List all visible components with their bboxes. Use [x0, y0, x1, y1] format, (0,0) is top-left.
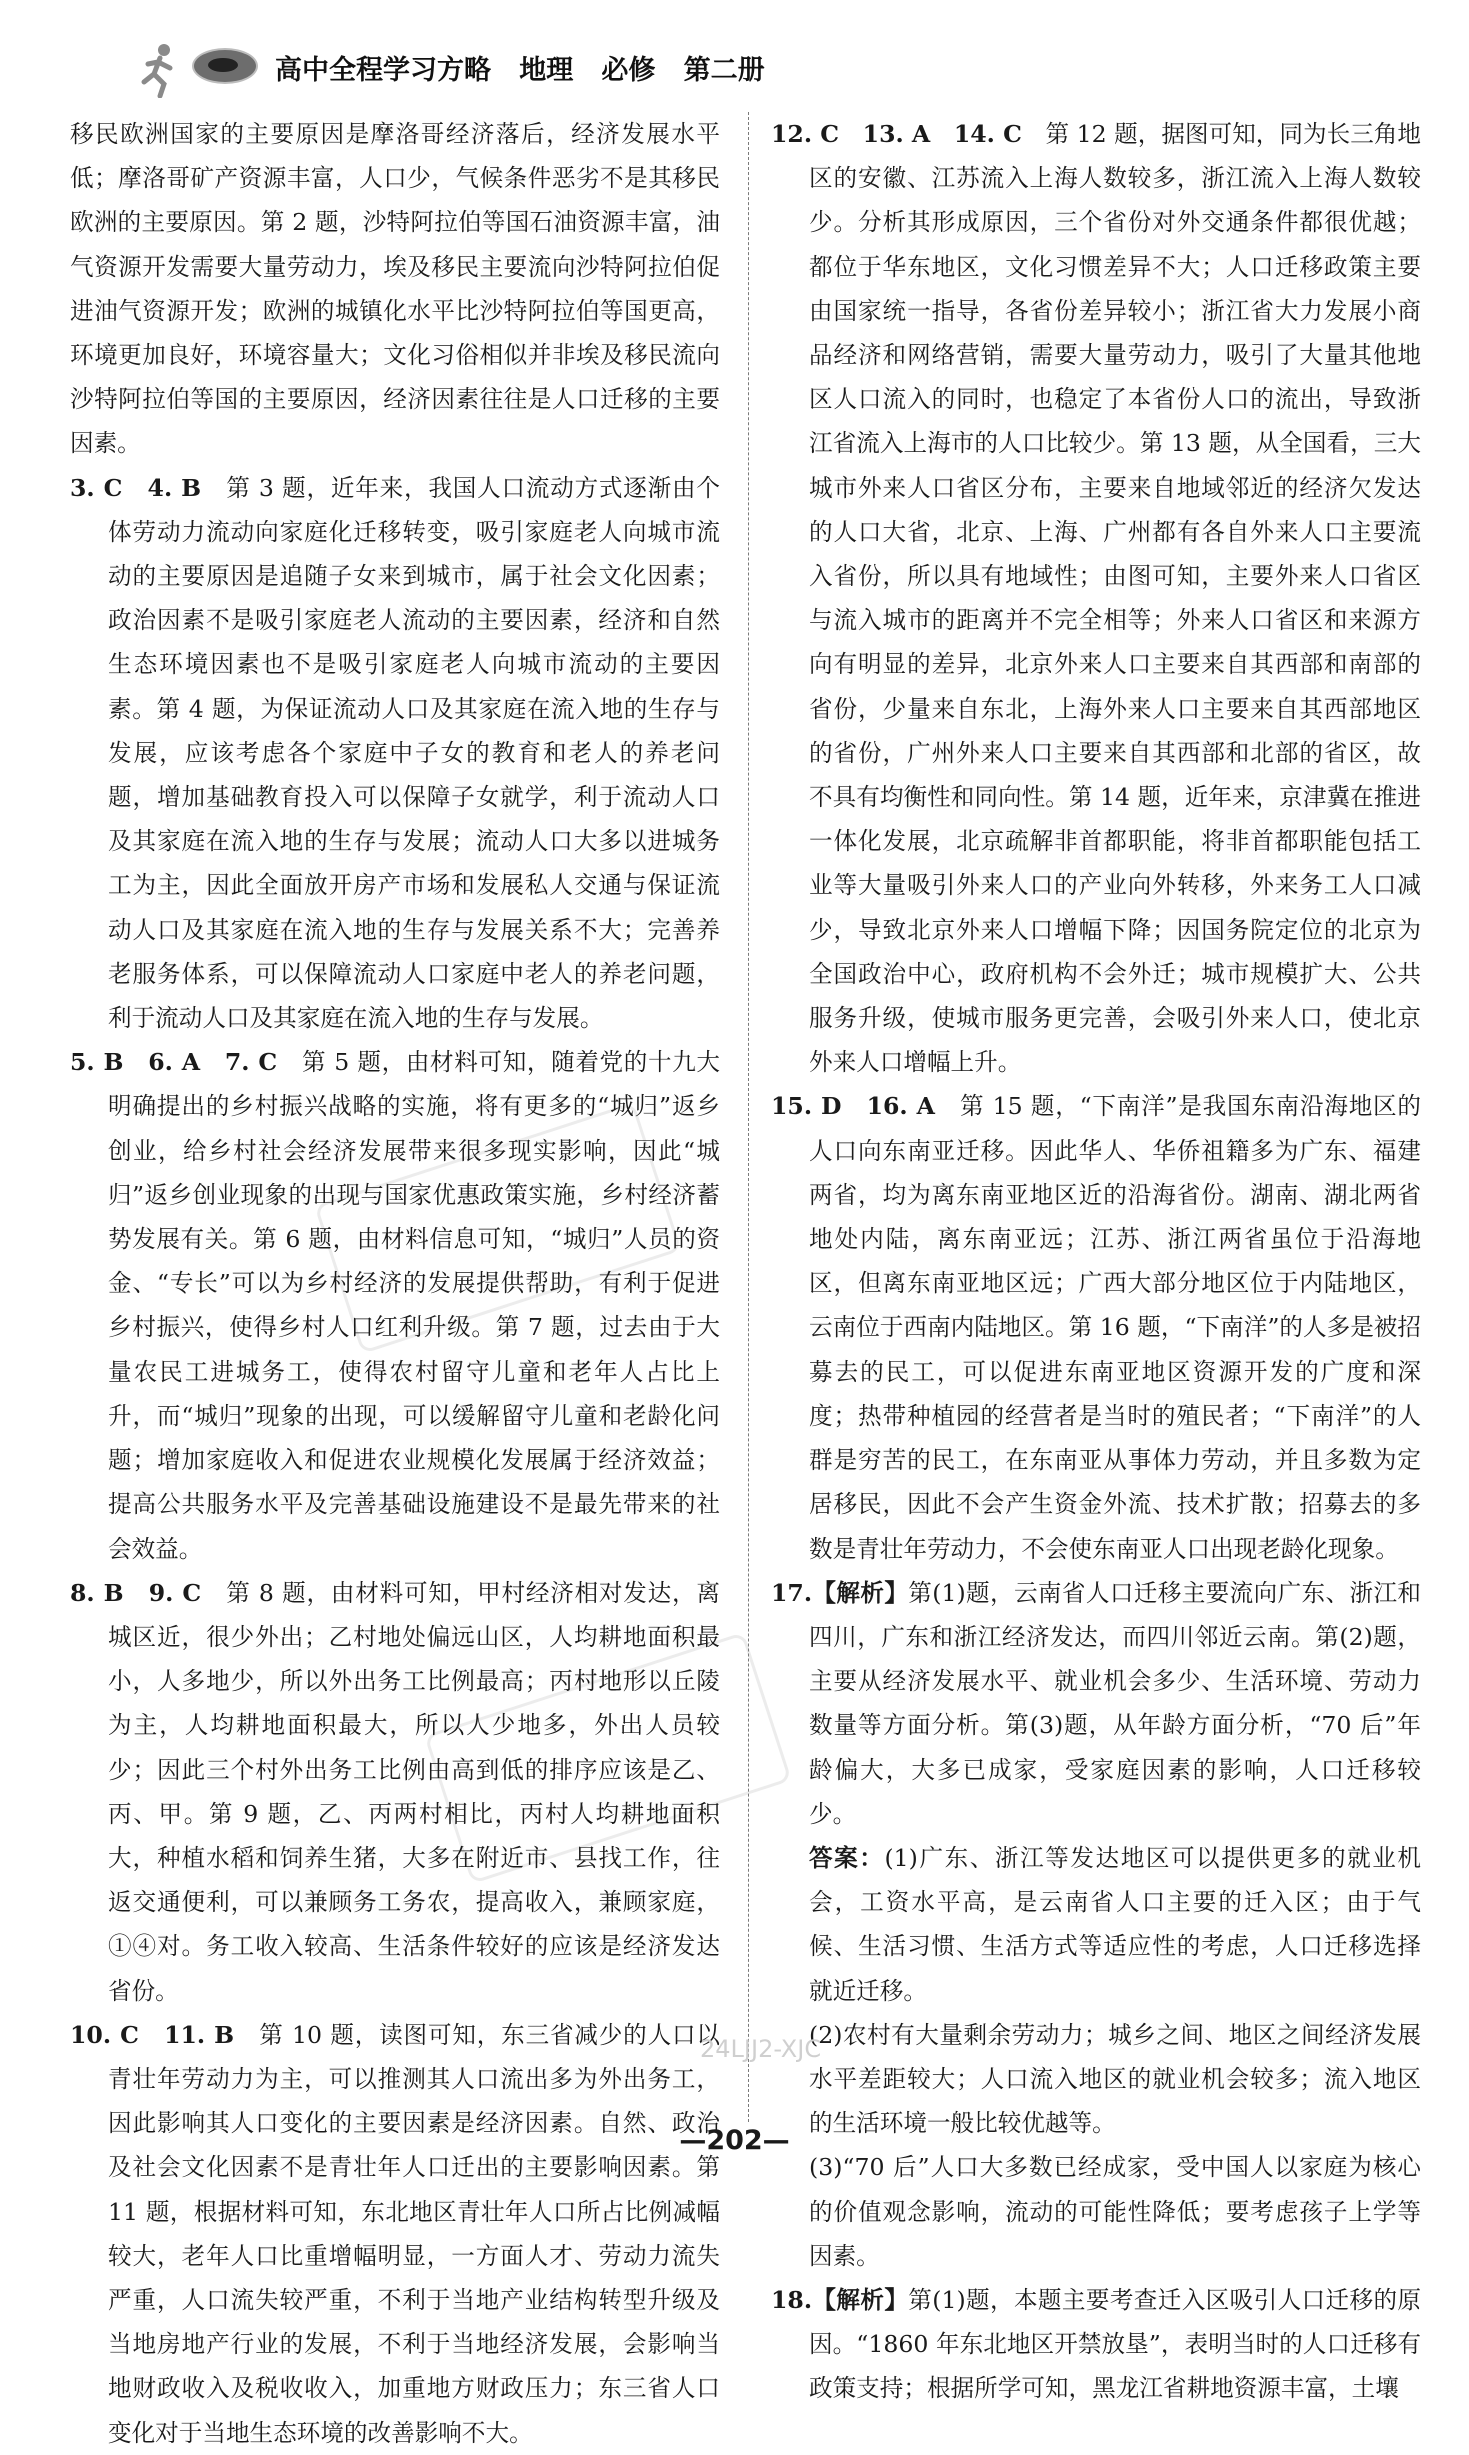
- right-column: [771, 112, 1421, 2411]
- explanation-text: 第 5 题，由材料可知，随着党的十九大明确提出的乡村振兴战略的实施，将有更多的“城归”返乡创业，给乡村社会经济发展带来很多现实影响，因此“城归”返乡创业现象的出现与国家优惠政策实施，乡村经济蓄势发展有关。第 6 题，由材料信息可知，“城归”人员的资金、“专长”可以为乡村经济的发展提供帮助，有利于促进乡村振兴，使得乡村人口红利升级。第 7 题，过去由于大量农民工进城务工，使得农村留守儿童和老年人占比上升，而“城归”现象的出现，可以缓解留守儿童和老龄化问题；增加家庭收入和促进农业规模化发展属于经济效益；提高公共服务水平及完善基础设施建设不是最先带来的社会效益。: [108, 1048, 721, 1563]
- answer-item: [771, 1084, 1421, 1570]
- answer-text: (1)广东、浙江等发达地区可以提供更多的就业机会，工资水平高，是云南省人口主要的迁入区；由于气候、生活习惯、生活方式等适应性的考虑，人口迁移选择就近迁移。: [809, 1843, 1421, 2005]
- question-numbers: 12. C 13. A 14. C: [771, 120, 1022, 148]
- explanation-text: 第 8 题，由材料可知，甲村经济相对发达，离城区近，很少外出；乙村地处偏远山区，人均耕地面积最小，人多地少，所以外出务工比例最高；丙村地形以丘陵为主，人均耕地面积最大，所以人少地多，外出人员较少；因此三个村外出务工比例由高到低的排序应该是乙、丙、甲。第 9 题，乙、丙两村相比，丙村人均耕地面积大，种植水稻和饲养生猪，大多在附近市、县找工作，往返交通便利，可以兼顾务工务农，提高收入，兼顾家庭，①④对。务工收入较高、生活条件较好的应该是经济发达省份。: [108, 1578, 720, 2005]
- answer-block: [771, 1836, 1421, 2013]
- explanation-text: 第 3 题，近年来，我国人口流动方式逐渐由个体劳动力流动向家庭化迁移转变，吸引家庭老人向城市流动的主要原因是追随子女来到城市，属于社会文化因素；政治因素不是吸引家庭老人流动的主要因素，经济和自然生态环境因素也不是吸引家庭老人向城市流动的主要因素。第 4 题，为保证流动人口及其家庭在流入地的生存与发展，应该考虑各个家庭中子女的教育和老人的养老问题，增加基础教育投入可以保障子女就学，利于流动人口及其家庭在流入地的生存与发展；流动人口大多以进城务工为主，因此全面放开房产市场和发展私人交通与保证流动人口及其家庭在流入地的生存与发展关系不大；完善养老服务体系，可以保障流动人口家庭中老人的养老问题，利于流动人口及其家庭在流入地的生存与发展。: [108, 473, 720, 1033]
- runner-icon: [130, 42, 186, 98]
- publisher-logo: [192, 48, 258, 84]
- answer-item: 移民欧洲国家的主要原因是摩洛哥经济落后，经济发展水平低；摩洛哥矿产资源丰富，人口少，气候条件恶劣不是其移民欧洲的主要原因。第 2 题，沙特阿拉伯等国石油资源丰富，油气资源开发需要大量劳动力，埃及移民主要流向沙特阿拉伯促进油气资源开发；欧洲的城镇化水平比沙特阿拉伯等国更高，环境更加良好，环境容量大；文化习俗相似并非埃及移民流向沙特阿拉伯等国的主要原因，经济因素往往是人口迁移的主要因素。: [70, 120, 720, 458]
- explanation-text: 第(1)题，云南省人口迁移主要流向广东、浙江和四川，广东和浙江经济发达，而四川邻近云南。第(2)题，主要从经济发展水平、就业机会多少、生活环境、劳动力数量等方面分析。第(3)题，从年龄方面分析，“70 后”年龄偏大，大多已成家，受家庭因素的影响，人口迁移较少。: [809, 1578, 1422, 1828]
- explanation-text: 第(1)题，本题主要考查迁入区吸引人口迁移的原因。“1860 年东北地区开禁放垦”，表明当时的人口迁移有政策支持；根据所学可知，黑龙江省耕地资源丰富，土壤: [809, 2285, 1422, 2403]
- explanation-text: 第 15 题，“下南洋”是我国东南沿海地区的人口向东南亚迁移。因此华人、华侨祖籍多为广东、福建两省，均为离东南亚地区近的沿海省份。湖南、湖北两省地处内陆，离东南亚远；江苏、浙江两省虽位于沿海地区，但离东南亚地区远；广西大部分地区位于内陆地区，云南位于西南内陆地区。第 16 题，“下南洋”的人多是被招募去的民工，可以促进东南亚地区资源开发的广度和深度；热带种植园的经营者是当时的殖民者；“下南洋”的人群是穷苦的民工，在东南亚从事体力劳动，并且多数为定居移民，因此不会产生资金外流、技术扩散；招募去的多数是青壮年劳动力，不会使东南亚人口出现老龄化现象。: [809, 1092, 1421, 1563]
- page-header: [130, 42, 1370, 86]
- question-numbers: 17.【解析】: [771, 1578, 909, 1607]
- page-number: —202—: [679, 2125, 790, 2156]
- answer-text: (3)“70 后”人口大多数已经成家，受中国人以家庭为核心的价值观念影响，流动的可能性降低；要考虑孩子上学等因素。: [809, 2153, 1421, 2270]
- question-numbers: 3. C 4. B: [70, 473, 202, 502]
- question-numbers: 8. B 9. C: [70, 1578, 202, 1607]
- question-numbers: 18.【解析】: [771, 2285, 909, 2314]
- answer-item: [70, 1040, 720, 1570]
- answer-label: 答案：: [809, 1843, 885, 1872]
- answer-item: [771, 2278, 1421, 2411]
- explanation-text: 第 12 题，据图可知，同为长三角地区的安徽、江苏流入上海人数较多，浙江流入上海人数较少。分析其形成原因，三个省份对外交通条件都很优越；都位于华东地区，文化习惯差异不大；人口迁移政策主要由国家统一指导，各省份差异较小；浙江省大力发展小商品经济和网络营销，需要大量劳动力，吸引了大量其他地区人口流入的同时，也稳定了本省份人口的流出，导致浙江省流入上海市的人口比较少。第 13 题，从全国看，三大城市外来人口省区分布，主要来自地域邻近的经济欠发达的人口大省，北京、上海、广州都有各自外来人口主要流入省份，所以具有地域性；由图可知，主要外来人口省区与流入城市的距离并不完全相等；外来人口省区和来源方向有明显的差异，北京外来人口主要来自其西部和南部的省份，少量来自东北，上海外来人口主要来自其西部地区的省份，广州外来人口主要来自其西部和北部的省区，故不具有均衡性和同向性。第 14 题，近年来，京津冀在推进一体化发展，北京疏解非首都职能，将非首都职能包括工业等大量吸引外来人口的产业向外转移，外来务工人口减少，导致北京外来人口增幅下降；因国务院定位的北京为全国政治中心，政府机构不会外迁；城市规模扩大、公共服务升级，使城市服务更完善，会吸引外来人口，使北京外来人口增幅上升。: [809, 120, 1422, 1077]
- column-divider: [748, 112, 749, 2122]
- left-column: [70, 112, 720, 2455]
- answer-item: [771, 112, 1421, 1084]
- answer-block: [771, 2145, 1421, 2278]
- header-title: 高中全程学习方略 地理 必修 第二册: [275, 55, 765, 86]
- question-numbers: 10. C 11. B: [70, 2020, 235, 2049]
- question-numbers: 15. D 16. A: [771, 1092, 935, 1121]
- answer-item: [70, 466, 720, 1041]
- explanation-text: 第 10 题，读图可知，东三省减少的人口以青壮年劳动力为主，可以推测其人口流出多为外出务工，因此影响其人口变化的主要因素是经济因素。自然、政治及社会文化因素不是青壮年人口迁出的主要影响因素。第 11 题，根据材料可知，东北地区青壮年人口所占比例减幅较大，老年人口比重增幅明显，一方面人才、劳动力流失严重，人口流失较严重，不利于当地产业结构转型升级及当地房地产行业的发展，不利于当地经济发展，会影响当地财政收入及税收收入，加重地方财政压力；东三省人口变化对于当地生态环境的改善影响不大。: [108, 2020, 720, 2447]
- answer-item: [70, 2013, 720, 2455]
- answer-text: (2)农村有大量剩余劳动力；城乡之间、地区之间经济发展水平差距较大；人口流入地区的就业机会较多；流入地区的生活环境一般比较优越等。: [809, 2020, 1421, 2138]
- print-code: 24LJJ2-XJC: [700, 2035, 822, 2063]
- question-numbers: 5. B 6. A 7. C: [70, 1048, 278, 1077]
- answer-item: [771, 1571, 1421, 1836]
- answer-item: [70, 1571, 720, 2013]
